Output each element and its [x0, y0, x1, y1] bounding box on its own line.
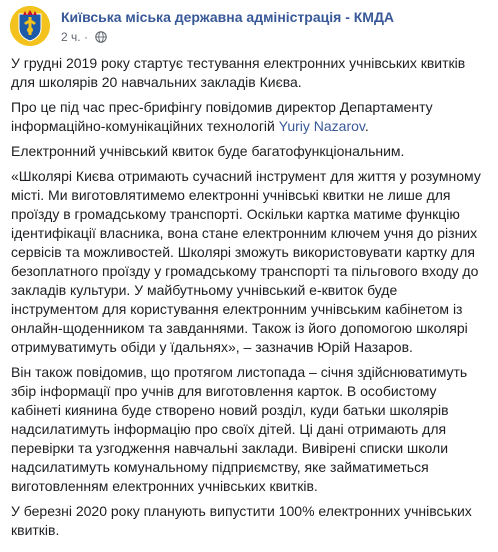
paragraph-text: Про це під час прес-брифінгу повідомив директор Департаменту інформаційно-комунікаційних технологій: [11, 99, 433, 134]
post-paragraph-with-mention: [11, 98, 481, 136]
post-paragraph-quote: «Школярі Києва отримають сучасний інструмент для життя у розумному місті. Ми виготовлятимемо електронні учнівські квитки не лише для проїзду в громадському транспорті. Оскільки картка матиме функцію ідентифікації власника, вона стане електронним ключем учня до різних сервісів та можливостей. Школярі зможуть використовувати картку для безоплатного проїзду у громадському транспорті та пільгового входу до закладів культури. У майбутньому учнівський е-квиток буде інструментом для користування електронним учнівським кабінетом із онлайн-щоденником та завданнями. Також із його допомогою школярі отримуватимуть обіди у їдальнях», – зазначив Юрій Назаров.: [11, 168, 481, 355]
globe-icon[interactable]: [95, 31, 107, 43]
page-name-link[interactable]: Київська міська державна адміністрація - КМДА: [61, 9, 395, 25]
post-meta: [61, 30, 107, 44]
post-paragraph: Він також повідомив, що протягом листопада – січня здійснюватимуть збір інформації про учнів для виготовлення карток. В особистому кабінеті киянина буде створено новий розділ, куди батьки школярів надсилатимуть інформацію про своїх дітей. Ці дані отримають для перевірки та узгодження навчальні заклади. Вивірені списки школи надсилатимуть комунальному підприємству, яке займатиметься виготовленням електронних учнівських квитків.: [11, 364, 468, 494]
post-paragraph: У березні 2020 року планують випустити 100% електронних учнівських квитків.: [11, 503, 472, 538]
meta-separator: ·: [83, 30, 88, 44]
post-paragraph: Електронний учнівський квиток буде багатофункціональним.: [11, 143, 405, 159]
page-avatar[interactable]: [10, 6, 50, 46]
paragraph-text: .: [364, 118, 369, 134]
post-paragraph: У грудні 2019 року стартує тестування електронних учнівських квитків для школярів 20 навчальних закладів Києва.: [11, 55, 466, 90]
kyiv-coat-of-arms-logo: [10, 6, 50, 46]
post-timestamp[interactable]: 2 ч.: [61, 30, 81, 44]
post-body: [11, 54, 481, 546]
mention-link-yuriy-nazarov[interactable]: Yuriy Nazarov: [278, 118, 365, 134]
